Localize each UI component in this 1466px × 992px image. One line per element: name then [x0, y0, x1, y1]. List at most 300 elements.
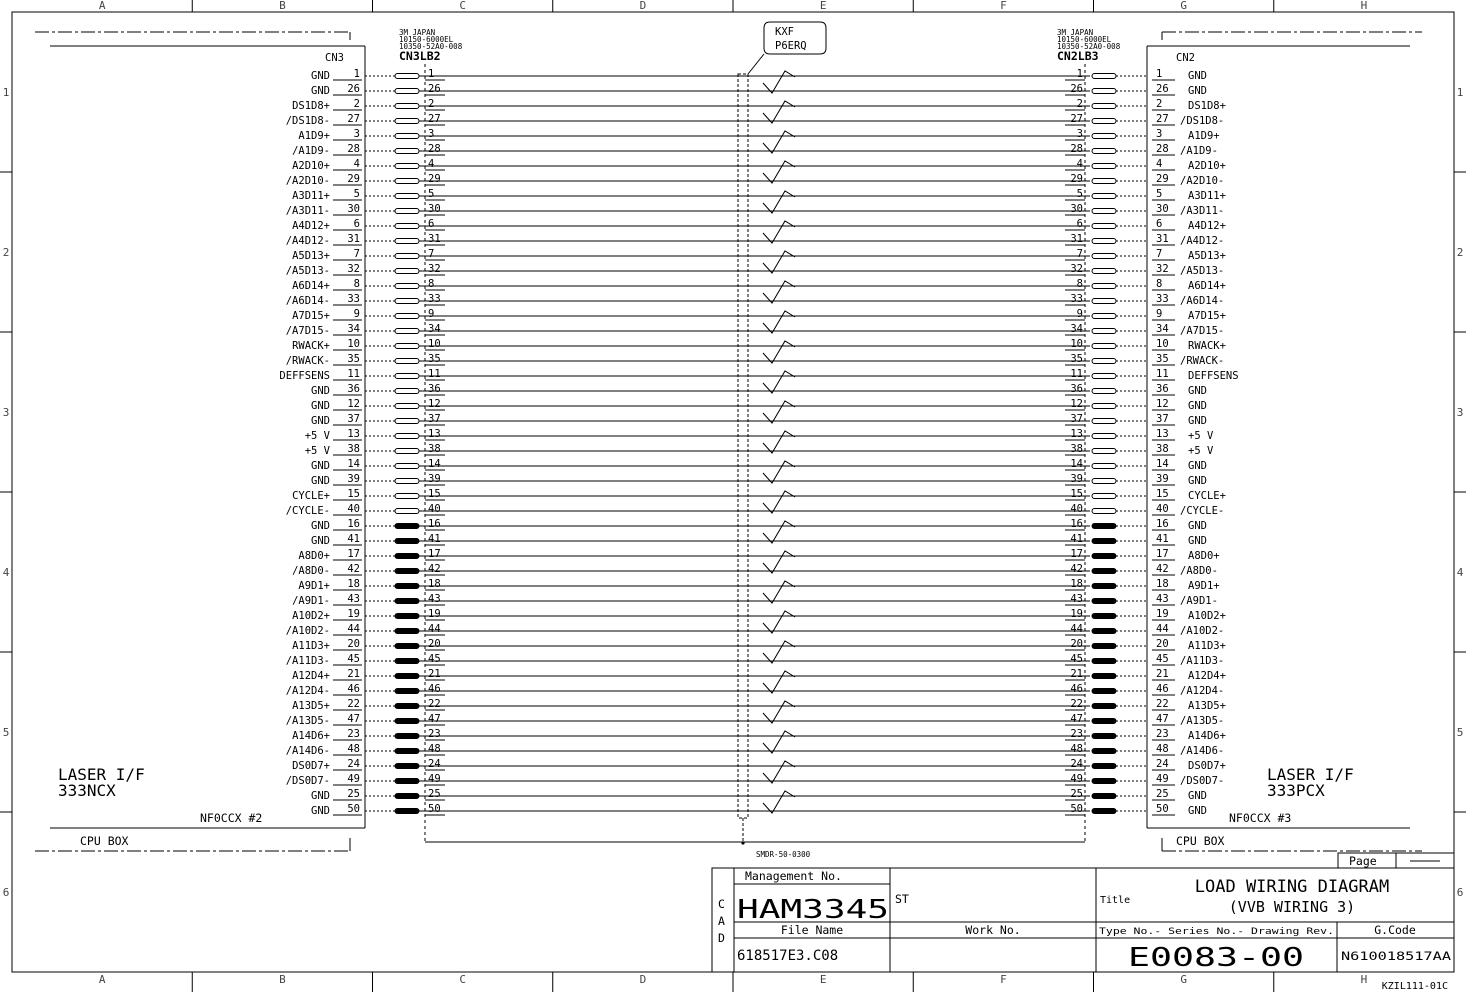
right-plug-pin-number: 34 — [1070, 323, 1083, 335]
gcode: N610018517AA — [1341, 949, 1452, 963]
wire-row — [286, 641, 1225, 667]
left-box-label: CPU BOX — [80, 834, 129, 848]
right-pin-number: 10 — [1156, 338, 1169, 350]
left-signal-label: A2D10+ — [292, 160, 330, 172]
wire-row — [292, 638, 1226, 652]
left-contact-pin — [395, 524, 419, 529]
right-pin-number: 13 — [1156, 428, 1169, 440]
left-plug-pin-number: 10 — [428, 338, 441, 350]
grid-row-label-left: 4 — [2, 566, 10, 579]
right-plug-pin-number: 47 — [1070, 713, 1083, 725]
wire-row — [286, 191, 1225, 217]
right-pin-number: 8 — [1156, 278, 1163, 290]
right-pin-number: 45 — [1156, 653, 1169, 665]
right-plug-pin-number: 6 — [1076, 218, 1083, 230]
left-plug-pin-number: 46 — [428, 683, 441, 695]
left-plug-pin-number: 48 — [428, 743, 441, 755]
right-plug-part-1: 10150-6000EL — [1057, 35, 1112, 44]
right-plug-pin-number: 4 — [1076, 158, 1083, 170]
left-contact-pin — [395, 464, 419, 469]
left-signal-label: A6D14+ — [292, 280, 330, 292]
page-label: Page — [1349, 854, 1377, 868]
left-pin-number: 48 — [347, 743, 360, 755]
right-contact-pin — [1092, 599, 1116, 604]
left-signal-label: /A11D3- — [285, 655, 330, 667]
left-signal-label: /A14D6- — [285, 745, 330, 757]
right-signal-label: A11D3+ — [1188, 640, 1226, 652]
right-contact-pin — [1092, 674, 1116, 679]
right-signal-label: +5 V — [1188, 430, 1214, 442]
left-plug-pin-number: 38 — [428, 443, 441, 455]
right-contact-pin — [1092, 149, 1116, 154]
right-contact-pin — [1092, 569, 1116, 574]
left-contact-pin — [395, 359, 419, 364]
right-pin-number: 3 — [1156, 128, 1163, 140]
wire-row — [286, 161, 1225, 187]
left-contact-pin — [395, 704, 419, 709]
right-signal-label: /A3D11- — [1180, 205, 1225, 217]
twisted-pair-mark — [763, 611, 795, 633]
right-contact-pin — [1092, 524, 1116, 529]
left-signal-label: +5 V — [304, 430, 330, 442]
right-plug-pin-number: 18 — [1070, 578, 1083, 590]
right-pin-number: 29 — [1156, 173, 1169, 185]
left-pin-number: 19 — [347, 608, 360, 620]
left-contact-pin — [395, 329, 419, 334]
right-plug-pin-number: 45 — [1070, 653, 1083, 665]
right-contact-pin — [1092, 254, 1116, 259]
left-plug-pin-number: 35 — [428, 353, 441, 365]
left-contact-pin — [395, 809, 419, 814]
left-plug-pin-number: 20 — [428, 638, 441, 650]
left-contact-pin — [395, 209, 419, 214]
right-signal-label: A13D5+ — [1188, 700, 1226, 712]
twisted-pair-mark — [763, 521, 795, 543]
left-contact-pin — [395, 104, 419, 109]
right-pin-number: 27 — [1156, 113, 1169, 125]
wire-row — [292, 308, 1226, 322]
right-pin-number: 39 — [1156, 473, 1169, 485]
left-signal-label: GND — [311, 415, 330, 427]
right-contact-pin — [1092, 374, 1116, 379]
right-contact-pin — [1092, 614, 1116, 619]
left-plug-pin-number: 4 — [428, 158, 435, 170]
left-pin-number: 13 — [347, 428, 360, 440]
right-plug-pin-number: 1 — [1076, 68, 1083, 80]
grid-col-label-top: F — [1000, 0, 1007, 12]
left-pin-number: 39 — [347, 473, 360, 485]
left-contact-pin — [395, 254, 419, 259]
right-contact-pin — [1092, 359, 1116, 364]
right-pin-number: 26 — [1156, 83, 1169, 95]
left-pin-number: 3 — [353, 128, 360, 140]
left-pin-number: 37 — [347, 413, 360, 425]
left-plug-pin-number: 14 — [428, 458, 441, 470]
right-contact-pin — [1092, 389, 1116, 394]
wire-row — [286, 281, 1225, 307]
left-pin-number: 16 — [347, 518, 360, 530]
left-contact-pin — [395, 509, 419, 514]
twisted-pair-mark — [763, 251, 795, 273]
cable-label-2: P6ERQ — [775, 40, 807, 52]
title-line-1: LOAD WIRING DIAGRAM — [1194, 877, 1390, 897]
left-signal-label: A1D9+ — [298, 130, 330, 142]
right-plug-pin-number: 40 — [1070, 503, 1083, 515]
left-plug-pin-number: 50 — [428, 803, 441, 815]
left-signal-label: GND — [311, 70, 330, 82]
left-contact-pin — [395, 269, 419, 274]
wire-row — [286, 491, 1225, 517]
gcode-label: G.Code — [1374, 923, 1416, 937]
right-pin-number: 11 — [1156, 368, 1169, 380]
left-signal-label: /A7D15- — [285, 325, 330, 337]
left-plug-pin-number: 27 — [428, 113, 441, 125]
right-pin-number: 25 — [1156, 788, 1169, 800]
right-contact-pin — [1092, 509, 1116, 514]
right-pin-number: 31 — [1156, 233, 1169, 245]
left-pin-number: 46 — [347, 683, 360, 695]
left-signal-label: /RWACK- — [285, 355, 330, 367]
right-signal-label: /A8D0- — [1180, 565, 1218, 577]
right-contact-pin — [1092, 134, 1116, 139]
right-signal-label: GND — [1188, 415, 1207, 427]
grid-col-label-bottom: D — [639, 973, 647, 986]
left-pin-number: 41 — [347, 533, 360, 545]
left-plug-pin-number: 28 — [428, 143, 441, 155]
left-contact-pin — [395, 779, 419, 784]
right-plug-pin-number: 26 — [1070, 83, 1083, 95]
left-contact-pin — [395, 449, 419, 454]
grid-row-label-right: 5 — [1456, 726, 1464, 739]
right-signal-label: /A6D14- — [1180, 295, 1225, 307]
left-signal-label: GND — [311, 790, 330, 802]
grid-col-label-top: H — [1360, 0, 1368, 12]
type-no: E0083-00 — [1128, 943, 1304, 973]
right-signal-label: A7D15+ — [1188, 310, 1226, 322]
left-signal-label: GND — [311, 460, 330, 472]
twisted-pair-mark — [763, 461, 795, 483]
left-contact-pin — [395, 74, 419, 79]
wire-row — [311, 68, 1207, 82]
left-signal-label: RWACK+ — [292, 340, 330, 352]
grid-col-label-top: B — [279, 0, 286, 12]
grid-col-label-bottom: A — [98, 973, 106, 986]
right-pin-number: 40 — [1156, 503, 1169, 515]
left-plug-pin-number: 47 — [428, 713, 441, 725]
wire-row — [292, 158, 1226, 172]
left-contact-pin — [395, 284, 419, 289]
twisted-pair-mark — [763, 551, 795, 573]
right-connector-name: CN2 — [1176, 52, 1195, 64]
left-plug-pin-number: 30 — [428, 203, 441, 215]
twisted-pair-mark — [763, 791, 795, 813]
left-pin-number: 38 — [347, 443, 360, 455]
right-contact-pin — [1092, 779, 1116, 784]
left-signal-label: /A5D13- — [285, 265, 330, 277]
left-pin-number: 32 — [347, 263, 360, 275]
wire-row — [292, 338, 1226, 352]
left-plug-pin-number: 32 — [428, 263, 441, 275]
wire-row — [279, 368, 1238, 382]
management-suffix: ST — [895, 892, 909, 906]
right-contact-pin — [1092, 464, 1116, 469]
right-signal-label: A1D9+ — [1188, 130, 1220, 142]
right-plug-pin-number: 15 — [1070, 488, 1083, 500]
cad-letter-a: A — [718, 914, 725, 928]
type-no-label: Type No.- Series No.- Drawing Rev. — [1099, 926, 1334, 937]
right-plug-pin-number: 17 — [1070, 548, 1083, 560]
left-plug-pin-number: 3 — [428, 128, 435, 140]
right-plug-pin-number: 12 — [1070, 398, 1083, 410]
grid-row-label-left: 5 — [2, 726, 10, 739]
wire-row — [311, 788, 1207, 802]
left-pin-number: 30 — [347, 203, 360, 215]
wire-row — [311, 71, 1207, 97]
twisted-pair-mark — [763, 131, 795, 153]
right-box-label: CPU BOX — [1176, 834, 1225, 848]
twisted-pair-mark — [763, 161, 795, 183]
wire-row — [292, 608, 1226, 622]
wire-row — [292, 218, 1226, 232]
right-plug-pin-number: 21 — [1070, 668, 1083, 680]
right-contact-pin — [1092, 329, 1116, 334]
left-signal-label: /A12D4- — [285, 685, 330, 697]
right-pin-number: 49 — [1156, 773, 1169, 785]
left-pin-number: 21 — [347, 668, 360, 680]
left-signal-label: DS0D7+ — [292, 760, 330, 772]
right-pin-number: 20 — [1156, 638, 1169, 650]
twisted-pair-mark — [763, 401, 795, 423]
left-plug-pin-number: 5 — [428, 188, 435, 200]
left-contact-pin — [395, 194, 419, 199]
left-signal-label: /A10D2- — [285, 625, 330, 637]
left-plug-pin-number: 7 — [428, 248, 435, 260]
twisted-pair-mark — [763, 311, 795, 333]
left-contact-pin — [395, 164, 419, 169]
right-signal-label: /A14D6- — [1180, 745, 1225, 757]
left-signal-label: A11D3+ — [292, 640, 330, 652]
right-plug-pin-number: 46 — [1070, 683, 1083, 695]
right-contact-pin — [1092, 224, 1116, 229]
right-contact-pin — [1092, 314, 1116, 319]
right-contact-pin — [1092, 404, 1116, 409]
left-plug-pin-number: 12 — [428, 398, 441, 410]
left-contact-pin — [395, 674, 419, 679]
right-pin-number: 21 — [1156, 668, 1169, 680]
right-signal-label: DS1D8+ — [1188, 100, 1226, 112]
left-pin-number: 23 — [347, 728, 360, 740]
right-plug-pin-number: 32 — [1070, 263, 1083, 275]
right-unit-code: 333PCX — [1267, 781, 1325, 800]
wire-row — [298, 578, 1219, 592]
wire-row — [292, 188, 1226, 202]
wire-row — [286, 761, 1225, 787]
right-contact-pin — [1092, 449, 1116, 454]
left-pin-number: 33 — [347, 293, 360, 305]
right-contact-pin — [1092, 299, 1116, 304]
left-pin-number: 28 — [347, 143, 360, 155]
right-signal-label: A9D1+ — [1188, 580, 1220, 592]
right-signal-label: GND — [1188, 520, 1207, 532]
left-signal-label: DS1D8+ — [292, 100, 330, 112]
right-contact-pin — [1092, 539, 1116, 544]
right-plug-pin-number: 38 — [1070, 443, 1083, 455]
right-pin-number: 34 — [1156, 323, 1169, 335]
left-plug-pin-number: 40 — [428, 503, 441, 515]
right-signal-label: /A9D1- — [1180, 595, 1218, 607]
left-plug-pin-number: 44 — [428, 623, 441, 635]
right-pin-number: 38 — [1156, 443, 1169, 455]
left-signal-label: GND — [311, 475, 330, 487]
right-pin-number: 19 — [1156, 608, 1169, 620]
left-pin-number: 49 — [347, 773, 360, 785]
right-pin-number: 36 — [1156, 383, 1169, 395]
left-pin-number: 17 — [347, 548, 360, 560]
right-contact-pin — [1092, 194, 1116, 199]
left-contact-pin — [395, 569, 419, 574]
left-pin-number: 4 — [353, 158, 360, 170]
cad-letter-d: D — [718, 931, 725, 945]
right-signal-label: A2D10+ — [1188, 160, 1226, 172]
right-plug-pin-number: 43 — [1070, 593, 1083, 605]
right-plug-pin-number: 35 — [1070, 353, 1083, 365]
wire-row — [305, 428, 1214, 442]
right-plug-pin-number: 8 — [1076, 278, 1083, 290]
left-contact-pin — [395, 344, 419, 349]
grid-row-label-left: 3 — [2, 406, 10, 419]
right-plug-pin-number: 20 — [1070, 638, 1083, 650]
left-plug-maker: 3M JAPAN — [399, 28, 436, 37]
left-plug-pin-number: 15 — [428, 488, 441, 500]
wire-row — [292, 488, 1226, 502]
left-signal-label: A12D4+ — [292, 670, 330, 682]
left-pin-number: 15 — [347, 488, 360, 500]
twisted-pair-mark — [763, 701, 795, 723]
left-contact-pin — [395, 749, 419, 754]
left-pin-number: 43 — [347, 593, 360, 605]
right-contact-pin — [1092, 104, 1116, 109]
right-contact-pin — [1092, 644, 1116, 649]
left-contact-pin — [395, 389, 419, 394]
twisted-pair-mark — [763, 101, 795, 123]
right-signal-label: DEFFSENS — [1188, 370, 1239, 382]
right-contact-pin — [1092, 344, 1116, 349]
left-signal-label: A5D13+ — [292, 250, 330, 262]
left-plug-pin-number: 22 — [428, 698, 441, 710]
twisted-pair-mark — [763, 371, 795, 393]
right-contact-pin — [1092, 209, 1116, 214]
left-pin-number: 29 — [347, 173, 360, 185]
twisted-pair-mark — [763, 221, 795, 243]
right-pin-number: 22 — [1156, 698, 1169, 710]
grid-col-label-top: G — [1180, 0, 1187, 12]
right-signal-label: GND — [1188, 805, 1207, 817]
left-contact-pin — [395, 539, 419, 544]
right-pin-number: 4 — [1156, 158, 1163, 170]
right-pin-number: 16 — [1156, 518, 1169, 530]
right-plug-pin-number: 42 — [1070, 563, 1083, 575]
right-signal-label: /A10D2- — [1180, 625, 1225, 637]
right-signal-label: CYCLE+ — [1188, 490, 1226, 502]
grid-row-label-right: 2 — [1456, 246, 1464, 259]
left-contact-pin — [395, 794, 419, 799]
right-contact-pin — [1092, 269, 1116, 274]
right-signal-label: /A7D15- — [1180, 325, 1225, 337]
right-plug-pin-number: 30 — [1070, 203, 1083, 215]
left-plug-pin-number: 29 — [428, 173, 441, 185]
left-contact-pin — [395, 314, 419, 319]
left-pin-number: 36 — [347, 383, 360, 395]
left-unit-code: 333NCX — [58, 781, 116, 800]
right-signal-label: GND — [1188, 535, 1207, 547]
left-signal-label: /A1D9- — [292, 145, 330, 157]
right-pin-number: 43 — [1156, 593, 1169, 605]
wire-row — [298, 128, 1219, 142]
left-contact-pin — [395, 299, 419, 304]
left-signal-label: /A4D12- — [285, 235, 330, 247]
right-pin-number: 6 — [1156, 218, 1163, 230]
right-signal-label: GND — [1188, 70, 1207, 82]
right-signal-label: /A12D4- — [1180, 685, 1225, 697]
grid-row-label-left: 6 — [2, 886, 10, 899]
grid-col-label-bottom: G — [1180, 973, 1187, 986]
left-signal-label: A14D6+ — [292, 730, 330, 742]
right-contact-pin — [1092, 704, 1116, 709]
left-pin-number: 10 — [347, 338, 360, 350]
left-plug-pin-number: 1 — [428, 68, 435, 80]
left-signal-label: /A9D1- — [292, 595, 330, 607]
form-code: KZIL111-01C — [1381, 981, 1448, 992]
right-signal-label: /A5D13- — [1180, 265, 1225, 277]
left-contact-pin — [395, 119, 419, 124]
left-plug-pin-number: 25 — [428, 788, 441, 800]
grid-col-label-top: C — [459, 0, 466, 12]
twisted-pair-mark — [763, 581, 795, 603]
right-pin-number: 17 — [1156, 548, 1169, 560]
right-pin-number: 2 — [1156, 98, 1163, 110]
right-signal-label: /A11D3- — [1180, 655, 1225, 667]
left-pin-number: 24 — [347, 758, 360, 770]
wire-row — [292, 698, 1226, 712]
grid-row-label-right: 3 — [1456, 406, 1464, 419]
right-contact-pin — [1092, 629, 1116, 634]
right-plug-pin-number: 11 — [1070, 368, 1083, 380]
right-plug-label: CN2LB3 — [1057, 49, 1099, 63]
left-contact-pin — [395, 224, 419, 229]
right-plug-pin-number: 44 — [1070, 623, 1083, 635]
left-plug-pin-number: 6 — [428, 218, 435, 230]
right-signal-label: GND — [1188, 385, 1207, 397]
right-plug-pin-number: 3 — [1076, 128, 1083, 140]
grid-col-label-bottom: F — [1000, 973, 1007, 986]
right-contact-pin — [1092, 719, 1116, 724]
wire-row — [292, 758, 1226, 772]
left-contact-pin — [395, 644, 419, 649]
right-plug-pin-number: 49 — [1070, 773, 1083, 785]
left-pin-number: 50 — [347, 803, 360, 815]
left-pin-number: 12 — [347, 398, 360, 410]
work-no-label: Work No. — [965, 923, 1021, 937]
right-signal-label: GND — [1188, 460, 1207, 472]
right-pin-number: 33 — [1156, 293, 1169, 305]
wire-row — [292, 248, 1226, 262]
right-contact-pin — [1092, 284, 1116, 289]
right-plug-pin-number: 22 — [1070, 698, 1083, 710]
right-signal-label: /A13D5- — [1180, 715, 1225, 727]
right-contact-pin — [1092, 749, 1116, 754]
wire-row — [292, 278, 1226, 292]
left-plug-pin-number: 33 — [428, 293, 441, 305]
